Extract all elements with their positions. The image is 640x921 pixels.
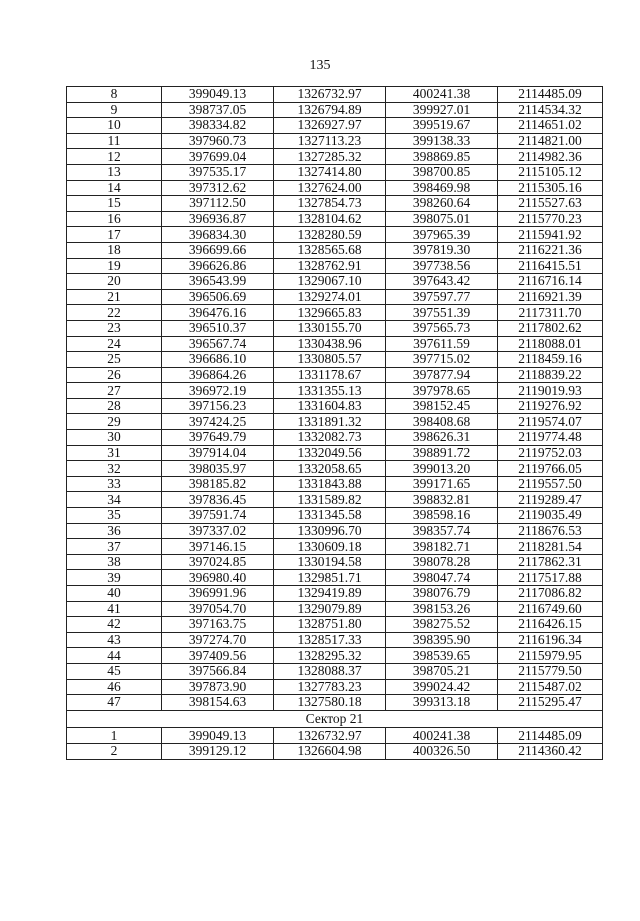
table-row — [67, 149, 603, 165]
table-row — [67, 679, 603, 695]
table-row — [67, 570, 603, 586]
x2-cell: 398075.01 — [386, 211, 498, 227]
point-number-cell: 9 — [67, 102, 162, 118]
table-row — [67, 430, 603, 446]
y1-cell: 1330438.96 — [274, 336, 386, 352]
y2-cell: 2119752.03 — [498, 445, 603, 461]
point-number-cell: 44 — [67, 648, 162, 664]
x2-cell: 397611.59 — [386, 336, 498, 352]
x1-cell: 396936.87 — [162, 211, 274, 227]
y1-cell: 1329067.10 — [274, 274, 386, 290]
x2-cell: 398275.52 — [386, 617, 498, 633]
y1-cell: 1331589.82 — [274, 492, 386, 508]
point-number-cell: 16 — [67, 211, 162, 227]
y1-cell: 1328088.37 — [274, 663, 386, 679]
y2-cell: 2115527.63 — [498, 196, 603, 212]
table-row — [67, 492, 603, 508]
y2-cell: 2115105.12 — [498, 164, 603, 180]
table-row — [67, 695, 603, 711]
x2-cell: 400326.50 — [386, 743, 498, 759]
y2-cell: 2116921.39 — [498, 289, 603, 305]
x2-cell: 398153.26 — [386, 601, 498, 617]
x2-cell: 398832.81 — [386, 492, 498, 508]
y1-cell: 1330194.58 — [274, 554, 386, 570]
y1-cell: 1331843.88 — [274, 476, 386, 492]
y1-cell: 1331345.58 — [274, 508, 386, 524]
point-number-cell: 35 — [67, 508, 162, 524]
table-row — [67, 601, 603, 617]
y2-cell: 2116415.51 — [498, 258, 603, 274]
y1-cell: 1331355.13 — [274, 383, 386, 399]
x1-cell: 396510.37 — [162, 320, 274, 336]
y1-cell: 1327113.23 — [274, 133, 386, 149]
point-number-cell: 22 — [67, 305, 162, 321]
y1-cell: 1327285.32 — [274, 149, 386, 165]
x2-cell: 398469.98 — [386, 180, 498, 196]
table-row — [67, 445, 603, 461]
x1-cell: 397337.02 — [162, 523, 274, 539]
y2-cell: 2117862.31 — [498, 554, 603, 570]
x2-cell: 398078.28 — [386, 554, 498, 570]
table-row — [67, 352, 603, 368]
x1-cell: 399129.12 — [162, 743, 274, 759]
point-number-cell: 34 — [67, 492, 162, 508]
table-row — [67, 461, 603, 477]
y2-cell: 2115295.47 — [498, 695, 603, 711]
y2-cell: 2118088.01 — [498, 336, 603, 352]
point-number-cell: 30 — [67, 430, 162, 446]
y1-cell: 1326927.97 — [274, 118, 386, 134]
x1-cell: 397914.04 — [162, 445, 274, 461]
y2-cell: 2119557.50 — [498, 476, 603, 492]
table-row — [67, 274, 603, 290]
x2-cell: 398891.72 — [386, 445, 498, 461]
y1-cell: 1329851.71 — [274, 570, 386, 586]
y2-cell: 2116426.15 — [498, 617, 603, 633]
point-number-cell: 18 — [67, 242, 162, 258]
x2-cell: 399927.01 — [386, 102, 498, 118]
x1-cell: 398185.82 — [162, 476, 274, 492]
point-number-cell: 15 — [67, 196, 162, 212]
y2-cell: 2114982.36 — [498, 149, 603, 165]
x2-cell: 399138.33 — [386, 133, 498, 149]
y1-cell: 1332049.56 — [274, 445, 386, 461]
y2-cell: 2118676.53 — [498, 523, 603, 539]
y1-cell: 1328517.33 — [274, 632, 386, 648]
x1-cell: 397649.79 — [162, 430, 274, 446]
table-row — [67, 305, 603, 321]
y1-cell: 1327624.00 — [274, 180, 386, 196]
table-row — [67, 118, 603, 134]
x2-cell: 398626.31 — [386, 430, 498, 446]
x1-cell: 396972.19 — [162, 383, 274, 399]
point-number-cell: 23 — [67, 320, 162, 336]
point-number-cell: 42 — [67, 617, 162, 633]
table-row — [67, 180, 603, 196]
point-number-cell: 1 — [67, 728, 162, 744]
x1-cell: 397836.45 — [162, 492, 274, 508]
x1-cell: 396686.10 — [162, 352, 274, 368]
x2-cell: 398408.68 — [386, 414, 498, 430]
table-row — [67, 632, 603, 648]
x1-cell: 396476.16 — [162, 305, 274, 321]
y1-cell: 1326604.98 — [274, 743, 386, 759]
y2-cell: 2115979.95 — [498, 648, 603, 664]
y1-cell: 1328762.91 — [274, 258, 386, 274]
point-number-cell: 40 — [67, 586, 162, 602]
point-number-cell: 2 — [67, 743, 162, 759]
y2-cell: 2114651.02 — [498, 118, 603, 134]
x2-cell: 398047.74 — [386, 570, 498, 586]
y2-cell: 2116221.36 — [498, 242, 603, 258]
y2-cell: 2118281.54 — [498, 539, 603, 555]
x1-cell: 397312.62 — [162, 180, 274, 196]
sector-header-row — [67, 710, 603, 728]
point-number-cell: 28 — [67, 398, 162, 414]
x1-cell: 397424.25 — [162, 414, 274, 430]
y1-cell: 1331178.67 — [274, 367, 386, 383]
point-number-cell: 41 — [67, 601, 162, 617]
table-row — [67, 523, 603, 539]
table-row — [67, 227, 603, 243]
table-row — [67, 743, 603, 759]
x1-cell: 397146.15 — [162, 539, 274, 555]
y2-cell: 2119766.05 — [498, 461, 603, 477]
y1-cell: 1327783.23 — [274, 679, 386, 695]
table-row — [67, 398, 603, 414]
point-number-cell: 24 — [67, 336, 162, 352]
y2-cell: 2114821.00 — [498, 133, 603, 149]
point-number-cell: 21 — [67, 289, 162, 305]
y2-cell: 2115487.02 — [498, 679, 603, 695]
x1-cell: 396980.40 — [162, 570, 274, 586]
y1-cell: 1331604.83 — [274, 398, 386, 414]
table-row — [67, 336, 603, 352]
x2-cell: 399013.20 — [386, 461, 498, 477]
table-row — [67, 617, 603, 633]
point-number-cell: 26 — [67, 367, 162, 383]
table-row — [67, 242, 603, 258]
x1-cell: 397409.56 — [162, 648, 274, 664]
y2-cell: 2116196.34 — [498, 632, 603, 648]
table-row — [67, 539, 603, 555]
table-row — [67, 102, 603, 118]
table-row — [67, 133, 603, 149]
y2-cell: 2117311.70 — [498, 305, 603, 321]
y2-cell: 2115779.50 — [498, 663, 603, 679]
table-row — [67, 320, 603, 336]
x1-cell: 397699.04 — [162, 149, 274, 165]
x2-cell: 397978.65 — [386, 383, 498, 399]
y2-cell: 2114360.42 — [498, 743, 603, 759]
y2-cell: 2114485.09 — [498, 87, 603, 103]
y1-cell: 1332082.73 — [274, 430, 386, 446]
y1-cell: 1328104.62 — [274, 211, 386, 227]
y1-cell: 1326794.89 — [274, 102, 386, 118]
table-row — [67, 211, 603, 227]
x1-cell: 397591.74 — [162, 508, 274, 524]
point-number-cell: 20 — [67, 274, 162, 290]
y2-cell: 2116716.14 — [498, 274, 603, 290]
y1-cell: 1330155.70 — [274, 320, 386, 336]
y1-cell: 1329079.89 — [274, 601, 386, 617]
y1-cell: 1330996.70 — [274, 523, 386, 539]
x1-cell: 397566.84 — [162, 663, 274, 679]
x2-cell: 399519.67 — [386, 118, 498, 134]
y2-cell: 2119289.47 — [498, 492, 603, 508]
x2-cell: 398260.64 — [386, 196, 498, 212]
y2-cell: 2119574.07 — [498, 414, 603, 430]
x1-cell: 398737.05 — [162, 102, 274, 118]
x2-cell: 398539.65 — [386, 648, 498, 664]
y2-cell: 2118839.22 — [498, 367, 603, 383]
coordinates-table — [66, 86, 603, 760]
sector-title: Сектор 21 — [67, 710, 603, 728]
x1-cell: 397156.23 — [162, 398, 274, 414]
y1-cell: 1326732.97 — [274, 87, 386, 103]
point-number-cell: 17 — [67, 227, 162, 243]
point-number-cell: 31 — [67, 445, 162, 461]
y2-cell: 2118459.16 — [498, 352, 603, 368]
x1-cell: 399049.13 — [162, 87, 274, 103]
x1-cell: 396506.69 — [162, 289, 274, 305]
y1-cell: 1326732.97 — [274, 728, 386, 744]
y2-cell: 2114534.32 — [498, 102, 603, 118]
y1-cell: 1327580.18 — [274, 695, 386, 711]
x2-cell: 400241.38 — [386, 87, 498, 103]
point-number-cell: 32 — [67, 461, 162, 477]
x2-cell: 397965.39 — [386, 227, 498, 243]
x2-cell: 398076.79 — [386, 586, 498, 602]
y1-cell: 1332058.65 — [274, 461, 386, 477]
x1-cell: 398154.63 — [162, 695, 274, 711]
y2-cell: 2116749.60 — [498, 601, 603, 617]
x1-cell: 397024.85 — [162, 554, 274, 570]
x2-cell: 398869.85 — [386, 149, 498, 165]
x1-cell: 397274.70 — [162, 632, 274, 648]
y1-cell: 1330805.57 — [274, 352, 386, 368]
x1-cell: 396699.66 — [162, 242, 274, 258]
x1-cell: 398334.82 — [162, 118, 274, 134]
x1-cell: 397054.70 — [162, 601, 274, 617]
table-row — [67, 289, 603, 305]
x1-cell: 397163.75 — [162, 617, 274, 633]
y2-cell: 2119019.93 — [498, 383, 603, 399]
x2-cell: 398705.21 — [386, 663, 498, 679]
table-row — [67, 258, 603, 274]
point-number-cell: 47 — [67, 695, 162, 711]
x1-cell: 396864.26 — [162, 367, 274, 383]
table-row — [67, 586, 603, 602]
point-number-cell: 37 — [67, 539, 162, 555]
x1-cell: 397112.50 — [162, 196, 274, 212]
x2-cell: 397877.94 — [386, 367, 498, 383]
y1-cell: 1330609.18 — [274, 539, 386, 555]
point-number-cell: 27 — [67, 383, 162, 399]
point-number-cell: 46 — [67, 679, 162, 695]
table-row — [67, 87, 603, 103]
table-row — [67, 164, 603, 180]
y1-cell: 1329665.83 — [274, 305, 386, 321]
point-number-cell: 11 — [67, 133, 162, 149]
point-number-cell: 38 — [67, 554, 162, 570]
x2-cell: 397715.02 — [386, 352, 498, 368]
y2-cell: 2114485.09 — [498, 728, 603, 744]
point-number-cell: 12 — [67, 149, 162, 165]
table-row — [67, 476, 603, 492]
y1-cell: 1328280.59 — [274, 227, 386, 243]
x2-cell: 398598.16 — [386, 508, 498, 524]
x2-cell: 399313.18 — [386, 695, 498, 711]
x2-cell: 399171.65 — [386, 476, 498, 492]
point-number-cell: 8 — [67, 87, 162, 103]
x1-cell: 397873.90 — [162, 679, 274, 695]
x2-cell: 398152.45 — [386, 398, 498, 414]
y1-cell: 1328751.80 — [274, 617, 386, 633]
x1-cell: 398035.97 — [162, 461, 274, 477]
point-number-cell: 14 — [67, 180, 162, 196]
y2-cell: 2115305.16 — [498, 180, 603, 196]
table-row — [67, 728, 603, 744]
coordinates-table-body — [67, 87, 603, 760]
y1-cell: 1328295.32 — [274, 648, 386, 664]
y1-cell: 1328565.68 — [274, 242, 386, 258]
x2-cell: 398357.74 — [386, 523, 498, 539]
x1-cell: 397535.17 — [162, 164, 274, 180]
y2-cell: 2117517.88 — [498, 570, 603, 586]
y2-cell: 2117086.82 — [498, 586, 603, 602]
x2-cell: 397597.77 — [386, 289, 498, 305]
point-number-cell: 36 — [67, 523, 162, 539]
y1-cell: 1331891.32 — [274, 414, 386, 430]
x2-cell: 397565.73 — [386, 320, 498, 336]
table-row — [67, 196, 603, 212]
x2-cell: 399024.42 — [386, 679, 498, 695]
x2-cell: 397738.56 — [386, 258, 498, 274]
x2-cell: 398395.90 — [386, 632, 498, 648]
point-number-cell: 10 — [67, 118, 162, 134]
table-row — [67, 383, 603, 399]
x1-cell: 396991.96 — [162, 586, 274, 602]
point-number-cell: 33 — [67, 476, 162, 492]
x1-cell: 396834.30 — [162, 227, 274, 243]
x1-cell: 396567.74 — [162, 336, 274, 352]
y1-cell: 1329274.01 — [274, 289, 386, 305]
y1-cell: 1329419.89 — [274, 586, 386, 602]
x2-cell: 397643.42 — [386, 274, 498, 290]
x2-cell: 397819.30 — [386, 242, 498, 258]
point-number-cell: 39 — [67, 570, 162, 586]
y2-cell: 2119035.49 — [498, 508, 603, 524]
table-row — [67, 508, 603, 524]
page-number: 135 — [309, 58, 331, 73]
y1-cell: 1327414.80 — [274, 164, 386, 180]
point-number-cell: 13 — [67, 164, 162, 180]
y2-cell: 2119276.92 — [498, 398, 603, 414]
y2-cell: 2115941.92 — [498, 227, 603, 243]
y2-cell: 2115770.23 — [498, 211, 603, 227]
x1-cell: 399049.13 — [162, 728, 274, 744]
x2-cell: 400241.38 — [386, 728, 498, 744]
table-row — [67, 648, 603, 664]
table-row — [67, 367, 603, 383]
y1-cell: 1327854.73 — [274, 196, 386, 212]
point-number-cell: 25 — [67, 352, 162, 368]
y2-cell: 2119774.48 — [498, 430, 603, 446]
x2-cell: 398182.71 — [386, 539, 498, 555]
point-number-cell: 29 — [67, 414, 162, 430]
x2-cell: 398700.85 — [386, 164, 498, 180]
x1-cell: 396543.99 — [162, 274, 274, 290]
point-number-cell: 43 — [67, 632, 162, 648]
x2-cell: 397551.39 — [386, 305, 498, 321]
point-number-cell: 45 — [67, 663, 162, 679]
point-number-cell: 19 — [67, 258, 162, 274]
table-row — [67, 414, 603, 430]
table-row — [67, 554, 603, 570]
x1-cell: 396626.86 — [162, 258, 274, 274]
x1-cell: 397960.73 — [162, 133, 274, 149]
y2-cell: 2117802.62 — [498, 320, 603, 336]
table-row — [67, 663, 603, 679]
